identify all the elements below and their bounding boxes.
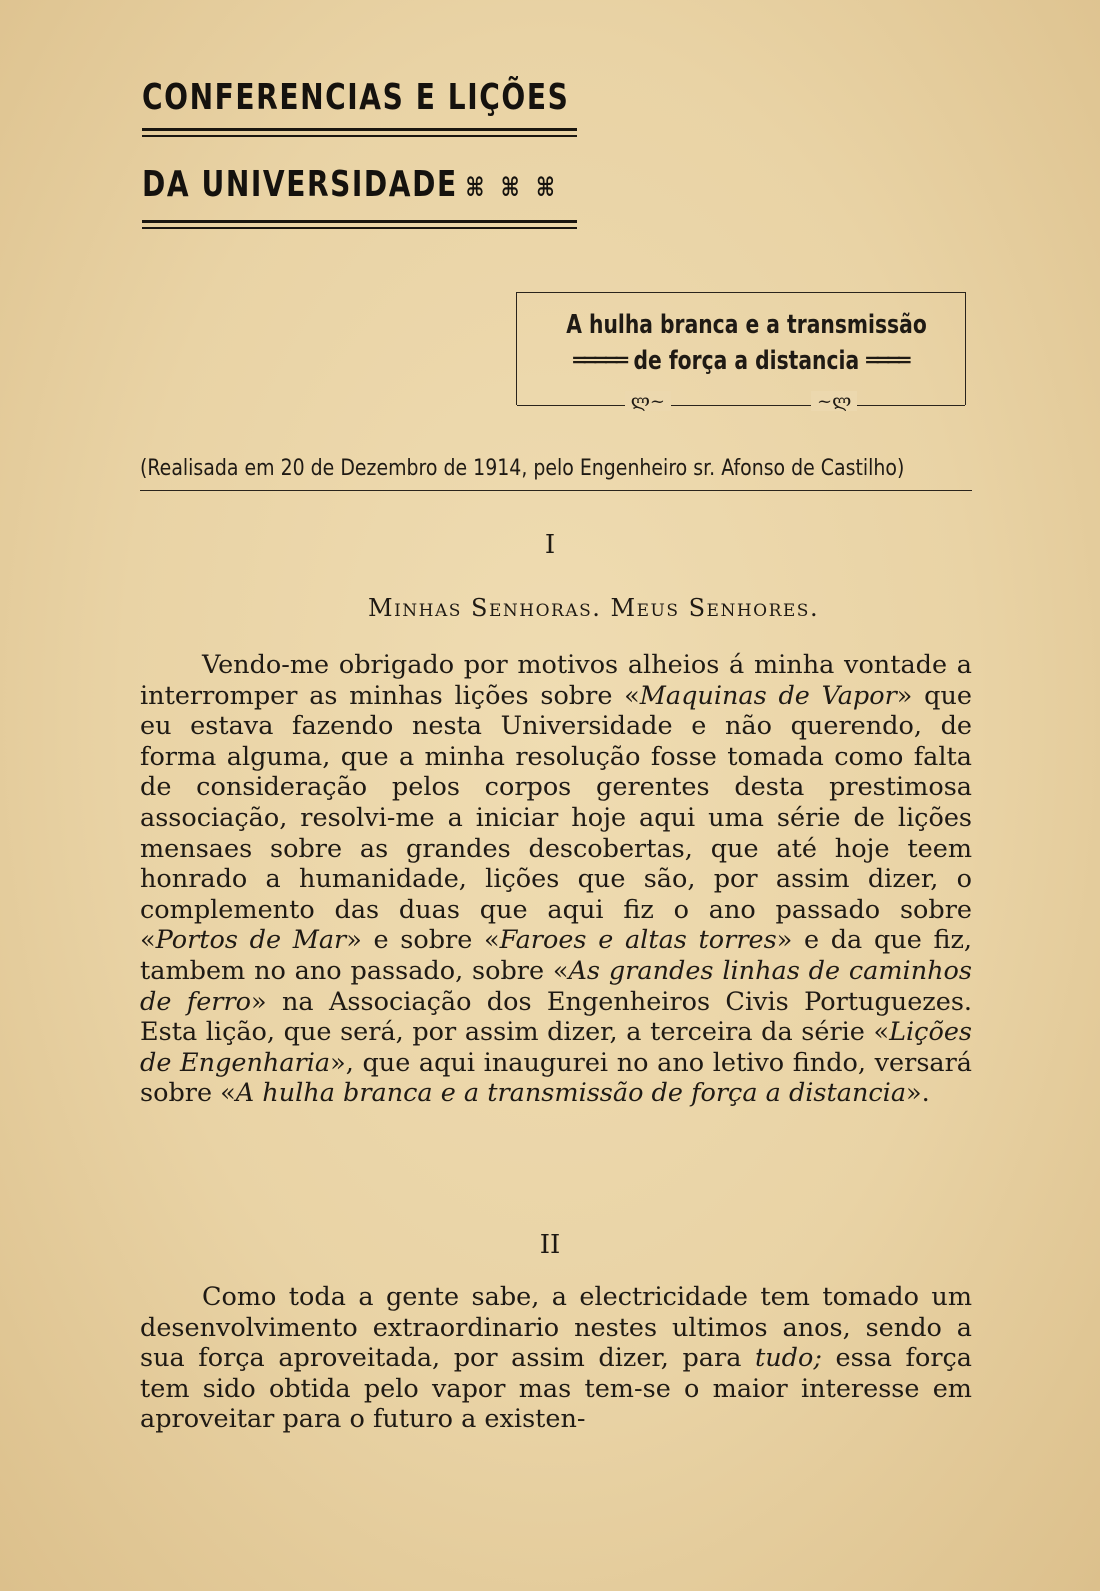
section-number-2: II	[539, 1230, 561, 1260]
text-run: » na Associação dos Engenheiros Civis Portuguezes. Esta lição, que será, por assim dizer, a terceira da série «	[140, 986, 973, 1048]
masthead	[142, 68, 582, 229]
subtitle-rule	[140, 490, 972, 491]
text-run: Vendo-me obrigado por motivos alheios á minha vontade a interromper as minhas lições sobre «	[140, 650, 972, 711]
italic-title: A hulha branca e a transmissão de força a distancia	[235, 1078, 907, 1109]
italic-title: Faroes e altas torres	[499, 925, 777, 956]
italic-title: As grandes linhas de caminhos de ferro	[140, 955, 972, 1017]
text-run: », que aqui inaugurei no ano letivo findo, versará sobre «	[140, 1047, 972, 1109]
text-run: Como toda a gente sabe, a electricidade tem tomado um desenvolvimento extraordinario nestes ultimos anos, sendo a sua força aproveitada, por assim dizer, para	[140, 1282, 972, 1374]
flourish-right-ornament: ~ლ	[811, 391, 857, 411]
text-run: » e da que fiz, tambem no ano passado, sobre «	[140, 925, 973, 986]
masthead-rule-top	[142, 128, 577, 137]
title-dash-left: ═════	[573, 346, 627, 376]
flourish-left-ornament: ლ~	[625, 391, 671, 411]
paragraph-2	[140, 1282, 972, 1435]
masthead-line-2	[142, 155, 560, 218]
flourish-row	[517, 385, 965, 412]
salutation: Minhas Senhoras. Meus Senhores.	[368, 594, 820, 622]
italic-title: Lições de Engenharia	[140, 1017, 972, 1078]
lecture-subtitle: (Realisada em 20 de Dezembro de 1914, pelo Engenheiro sr. Afonso de Castilho)	[140, 456, 905, 481]
section-number-1: I	[544, 530, 556, 560]
section-1-body	[140, 650, 972, 1109]
text-run: » e sobre «	[346, 925, 500, 956]
italic-title: Maquinas de Vapor	[639, 680, 897, 711]
section-2-body	[140, 1282, 972, 1435]
masthead-line-1: CONFERENCIAS E LIÇÕES	[142, 77, 570, 118]
lecture-title-line-2	[566, 343, 915, 379]
text-run: essa força tem sido obtida pelo vapor mas tem-se o maior interesse em aproveitar para o futuro a existen-	[140, 1343, 972, 1435]
lecture-title-box	[516, 292, 966, 412]
text-run: ».	[906, 1078, 930, 1109]
masthead-ornament: ⌘ ⌘ ⌘	[465, 173, 560, 203]
masthead-rule-bottom	[142, 220, 577, 229]
italic-title: Portos de Mar	[155, 925, 347, 956]
masthead-line-2-text: DA UNIVERSIDADE	[142, 164, 458, 205]
lecture-title-line-2-text: de força a distancia	[633, 346, 860, 376]
title-dash-right: ════	[866, 346, 909, 376]
text-run: » que eu estava fazendo nesta Universidade e não querendo, de forma alguma, que a minha resolução fosse tomada como falta de consideração pelos corpos gerentes desta prestimosa associação, resolvi-me a iniciar hoje aqui uma série de lições mensaes sobre as grandes descobertas, que até hoje teem honrado a humanidade, lições que são, por assim dizer, o complemento das duas que aqui fiz o ano passado sobre «	[140, 680, 972, 956]
italic-word: tudo;	[754, 1343, 822, 1374]
paragraph-1	[140, 650, 972, 1109]
lecture-title-line-1: A hulha branca e a transmissão	[566, 310, 927, 340]
